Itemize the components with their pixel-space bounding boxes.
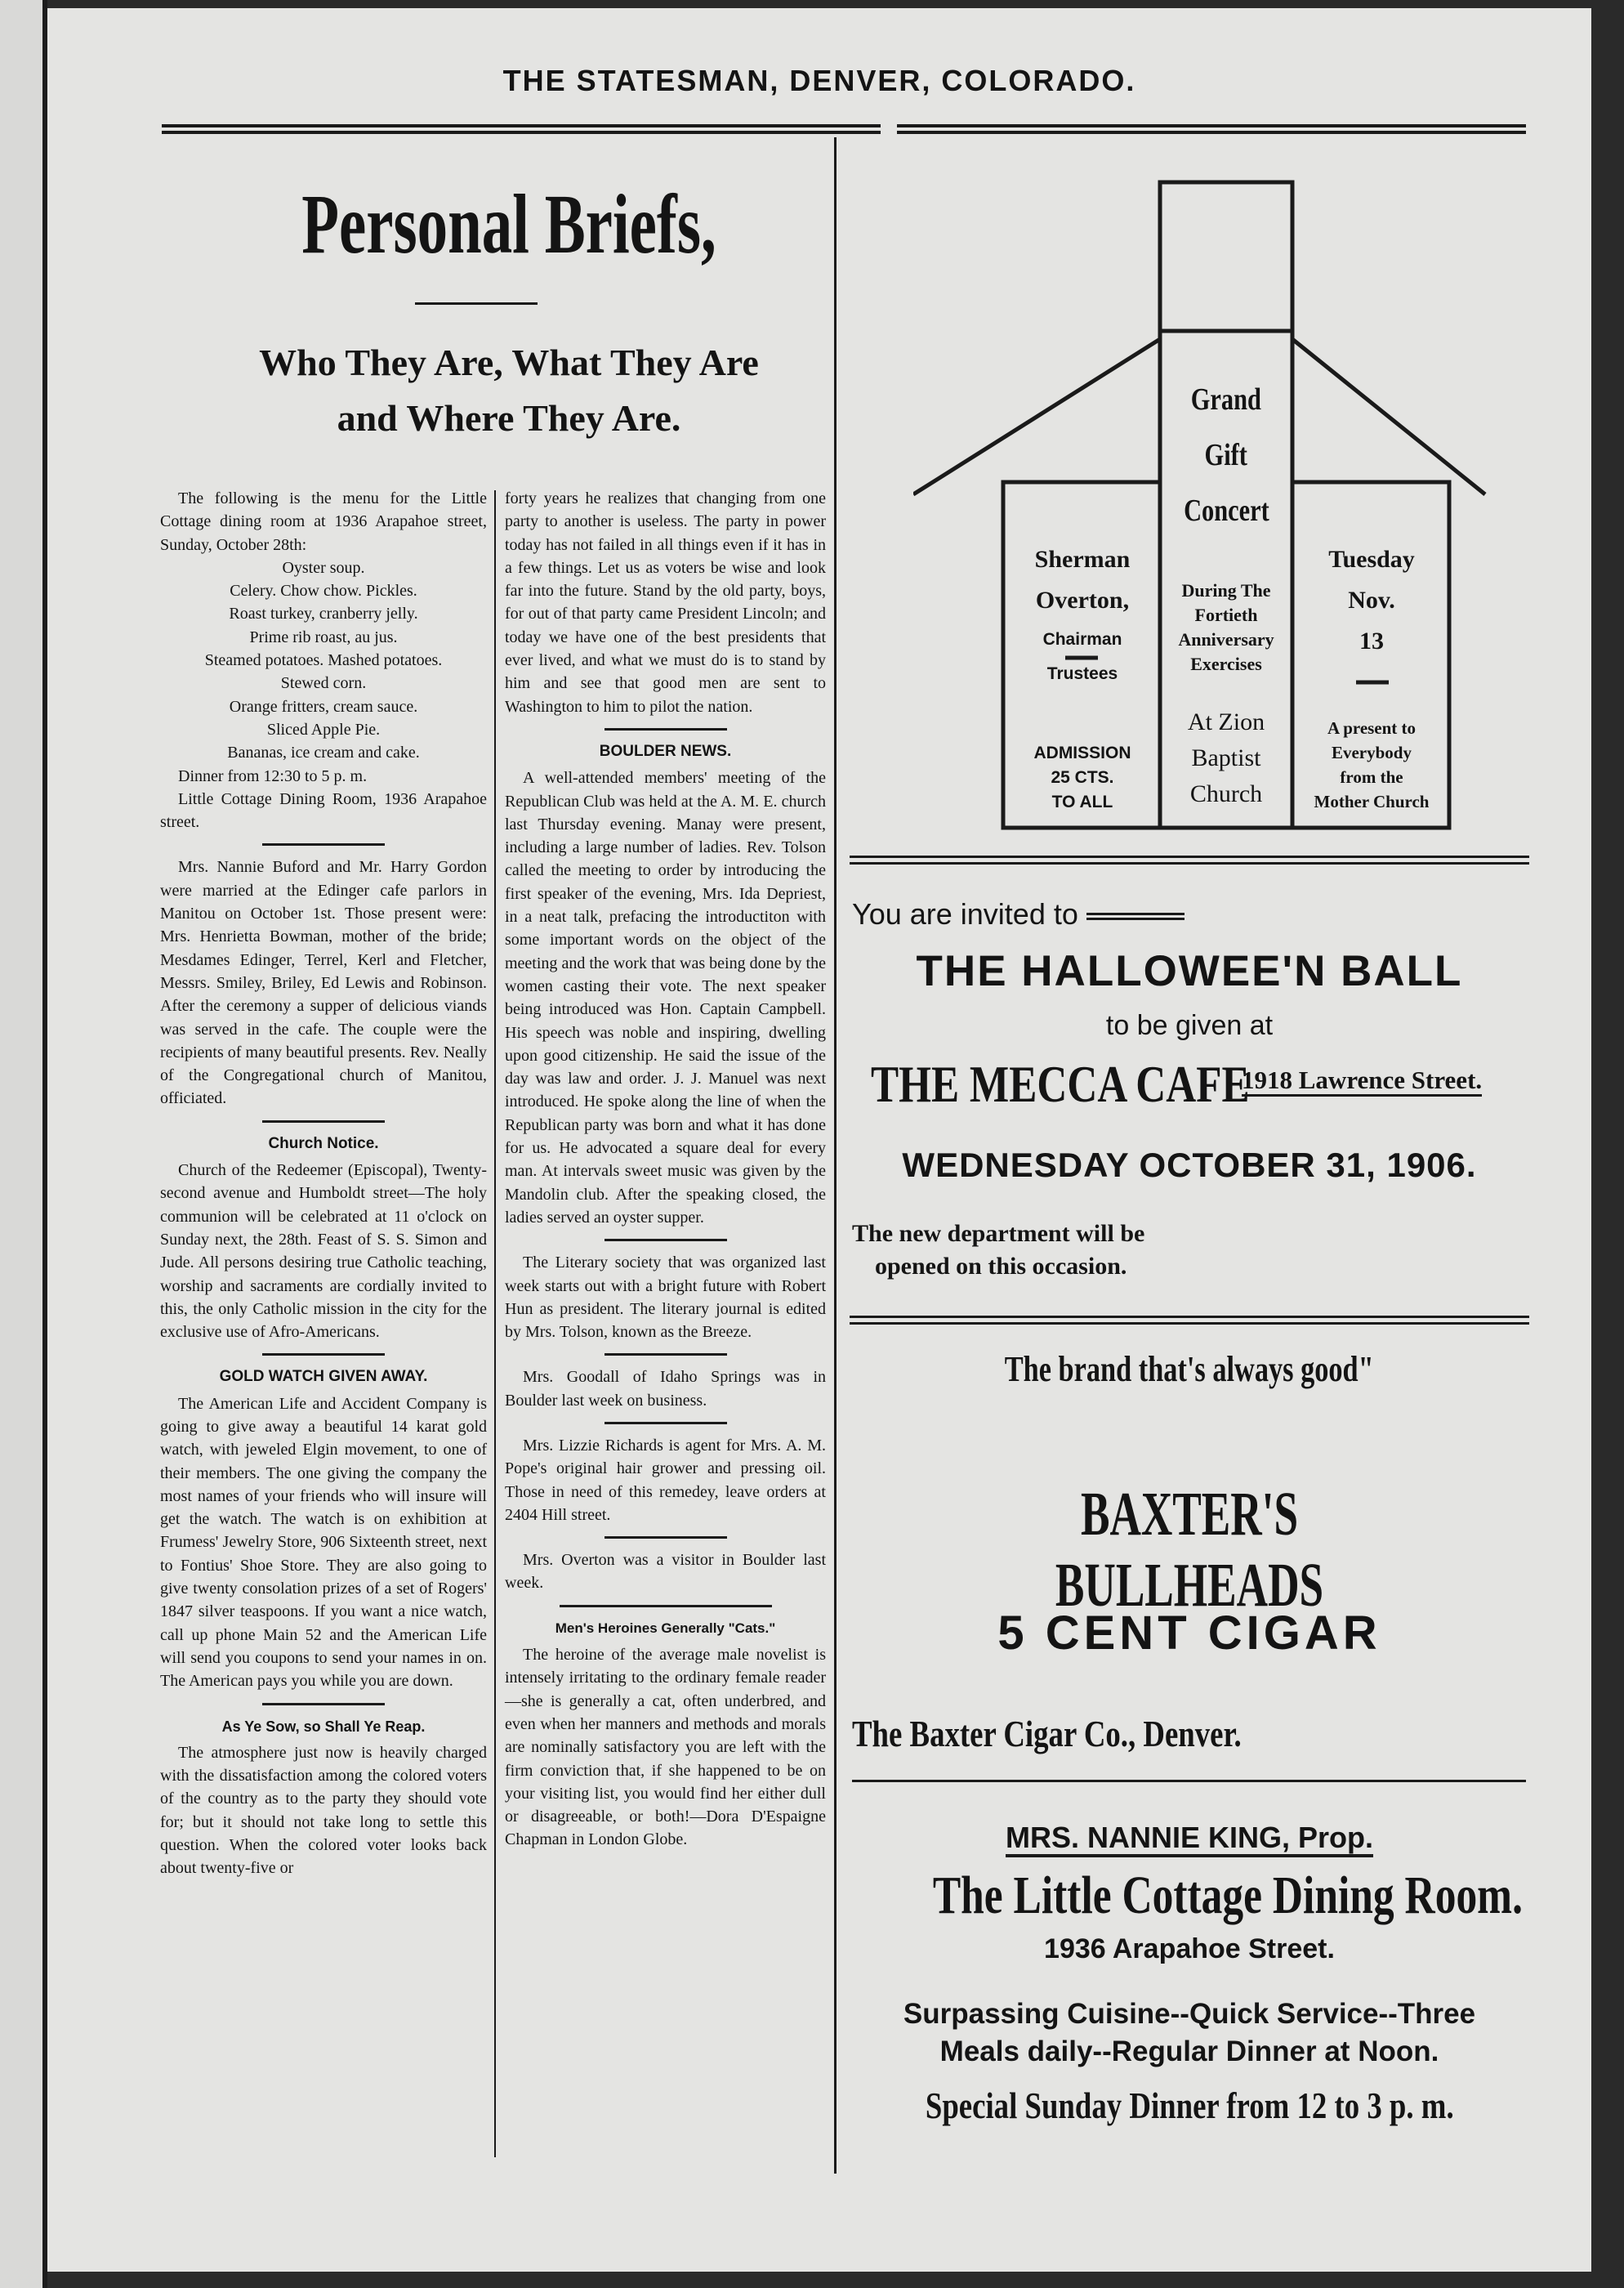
ball-given: to be given at (1105, 1010, 1274, 1041)
ball-note: The new department will be opened on this occasion. (852, 1220, 1145, 1280)
column-1 (160, 487, 487, 1880)
top-rule-left (162, 124, 881, 134)
menu-item: Oyster soup. (282, 558, 365, 577)
house-left-mid: Chairman Trustees (1042, 630, 1122, 683)
divider (262, 1703, 385, 1705)
boulder-heading: BOULDER NEWS. (599, 742, 732, 760)
dining-description: Surpassing Cuisine--Quick Service--Three Meals daily--Regular Dinner at Noon. (903, 1998, 1476, 2067)
dinner-hours: Dinner from 12:30 to 5 p. m. (178, 766, 368, 785)
menu-item: Steamed potatoes. Mashed potatoes. (204, 651, 443, 670)
richards-item: Mrs. Lizzie Richards is agent for Mrs. A. M. Pope's original hair grower and pressing oil. Those in need of this remedey, leave orders at 2404 Hill street. (505, 1436, 826, 1524)
divider (605, 1239, 727, 1241)
dining-address: 1936 Arapahoe Street. (1044, 1933, 1335, 1964)
scan-edge (0, 0, 47, 2288)
cottage-address: Little Cottage Dining Room, 1936 Arapahoe street. (160, 789, 487, 832)
ad-divider (852, 1780, 1526, 1782)
page-title: Personal Briefs, (301, 177, 716, 271)
cigar-tagline: The brand that's always good" (1005, 1349, 1374, 1389)
top-rule-right (897, 124, 1526, 134)
title-rule (415, 302, 538, 305)
divider (262, 843, 385, 846)
divider (262, 1120, 385, 1123)
menu-item: Celery. Chow chow. Pickles. (230, 582, 417, 601)
menu-item: Bananas, ice cream and cake. (227, 744, 420, 762)
menu-list (160, 556, 487, 765)
house-right-top: Tuesday Nov. 13 (1328, 546, 1415, 655)
divider (605, 1422, 727, 1424)
heroines-article: The heroine of the average male novelist is intensely irritating to the ordinary female reader—she is generally a cat, often underbred, and even when her manners and methods and morals are nominally satisfactory you are left with the firm conviction that, if she happened to be on your visiting list, you would find her either dull or disagreeable, or both!—Dora D'Espaigne Chapman in London Globe. (505, 1646, 826, 1849)
menu-item: Sliced Apple Pie. (266, 720, 381, 739)
cigar-brand: BAXTER'S BULLHEADS (1055, 1480, 1324, 1620)
ball-title: THE HALLOWEE'N BALL (916, 947, 1463, 995)
ball-invited: You are invited to (852, 897, 1185, 932)
column-rule-inner (494, 490, 496, 2157)
wedding-article: Mrs. Nannie Buford and Mr. Harry Gordon were married at the Edinger cafe parlors in Manitou on October 1st. Those present were: Mrs. Henrietta Bowman, mother of the bride; Mesdames Edinger, Terrel, Kerl and Fletcher, Messrs. Smiley, Briley, Ed Lewis and Robinson. After the ceremony a supper of delicious viands was served in the cafe. The couple were the recipients of many beautiful presents. Rev. Neally of the Congregational church of Manitou, officiated. (160, 858, 487, 1108)
column-2 (505, 487, 826, 1852)
literary-article: The Literary society that was organized last week starts out with a bright future with Robert Hun as president. The literary journal is edited by Mrs. Tolson, known as the Breeze. (505, 1253, 826, 1342)
sow-article: The atmosphere just now is heavily charged with the dissatisfaction among the colored voters of the country as to the party they should vote for; but it should not take long to settle this question. When the colored voter looks back about twenty-five or (160, 1743, 487, 1878)
heroines-heading: Men's Heroines Generally "Cats." (555, 1620, 776, 1636)
ball-venue: THE MECCA CAFE 1918 Lawrence Street. (871, 1055, 1483, 1113)
house-center-top: Grand Gift Concert (1183, 382, 1269, 528)
divider (605, 1536, 727, 1539)
watch-heading: GOLD WATCH GIVEN AWAY. (219, 1368, 428, 1386)
divider (605, 1353, 727, 1356)
dining-special: Special Sunday Dinner from 12 to 3 p. m. (925, 2085, 1454, 2126)
church-article: Church of the Redeemer (Episcopal), Twenty-second avenue and Humboldt street—The holy communion will be celebrated at 11 o'clock on Sunday next, the 28th. Feast of S. S. Simon and Jude. All persons desiring true Catholic teaching, worship and sacraments are cordially invited to this, the only Catholic mission in the city for the exclusive use of Afro-Americans. (160, 1161, 487, 1342)
masthead: THE STATESMAN, DENVER, COLORADO. (502, 64, 1136, 97)
dining-prop: MRS. NANNIE KING, Prop. (850, 1821, 1529, 1855)
menu-item: Stewed corn. (280, 674, 367, 693)
watch-article: The American Life and Accident Company is going to give away a beautiful 14 karat gold watch, with jeweled Elgin movement, to one of their members. The one giving the company the most names of your friends who will insure will get the watch. The watch is on exhibition at Frumess' Jewelry Store, 906 Sixteenth street, next to Fontius' Shoe Store. They are also going to give twenty consolation prizes of a set of Rogers' 1847 silver teaspoons. If you want a nice watch, call up phone Main 52 and the American Life will send you coupons to send your names in on. The American pays you while you are down. (160, 1394, 487, 1691)
house-left-top: Sherman Overton, (1034, 546, 1131, 614)
menu-item: Roast turkey, cranberry jelly. (229, 605, 418, 623)
ad-divider (850, 1316, 1529, 1325)
menu-item: Prime rib roast, au jus. (249, 628, 398, 646)
church-heading: Church Notice. (268, 1134, 379, 1152)
cigar-product: 5 CENT CIGAR (997, 1607, 1381, 1660)
sow-heading: As Ye Sow, so Shall Ye Reap. (221, 1718, 426, 1735)
menu-intro: The following is the menu for the Little Cottage dining room at 1936 Arapahoe street, Sunday, October 28th: (160, 489, 487, 554)
dining-name: The Little Cottage Dining Room. (932, 1866, 1523, 1925)
ball-date: WEDNESDAY OCTOBER 31, 1906. (902, 1146, 1477, 1184)
cigar-company: The Baxter Cigar Co., Denver. (852, 1713, 1242, 1754)
divider (560, 1605, 772, 1607)
divider (605, 728, 727, 731)
subtitle-line1: Who They Are, What They Are (259, 342, 759, 383)
boulder-article: A well-attended members' meeting of the Republican Club was held at the A. M. E. church last Thursday evening. Manay were present, including a large number of ladies. Rev. Tolson called the meeting to order by introducing the first speaker of the evening, Mrs. Ida Depriest, in a neat talk, prefacing the introductiton with some important words on the object of the meeting and the work that was being done by the women casting their vote. The next speaker being introduced was Hon. Captain Campbell. His speech was noble and inspiring, dwelling upon good citizenship. He said the issue of the day was law and order. J. J. Manuel was next introduced. He spoke along the line of when the Republican party was born and what it has done for us. He advocated a square deal for every man. At intervals sweet music was given by the Mandolin club. After the speaking closed, the ladies served an oyster supper. (505, 769, 826, 1227)
house-left-bottom: ADMISSION 25 CTS. TO ALL (1033, 744, 1131, 811)
house-center-mid: During The Fortieth Anniversary Exercises (1178, 580, 1274, 674)
sow-continued: forty years he realizes that changing from one party to another is useless. The party in power today has not failed in all things even if it has in a few things. Let us as voters be wise and look far into the future. Stand by the old party, boys, for out of that party came President Lincoln; and today we have one of the best presidents that ever lived, and what we must do is to stand by him and see that good men are sent to Washington to him to pilot the nation. (505, 489, 826, 716)
goodall-item: Mrs. Goodall of Idaho Springs was in Boulder last week on business. (505, 1368, 826, 1410)
subtitle-line2: and Where They Are. (337, 397, 681, 439)
house-right-bottom: A present to Everybody from the Mother Church (1314, 718, 1430, 811)
ad-divider (850, 856, 1529, 865)
house-center-bottom: At Zion Baptist Church (1187, 708, 1265, 807)
newspaper-page (47, 8, 1591, 2272)
menu-item: Orange fritters, cream sauce. (229, 697, 418, 716)
overton-item: Mrs. Overton was a visitor in Boulder last week. (505, 1551, 826, 1593)
divider (262, 1353, 385, 1356)
